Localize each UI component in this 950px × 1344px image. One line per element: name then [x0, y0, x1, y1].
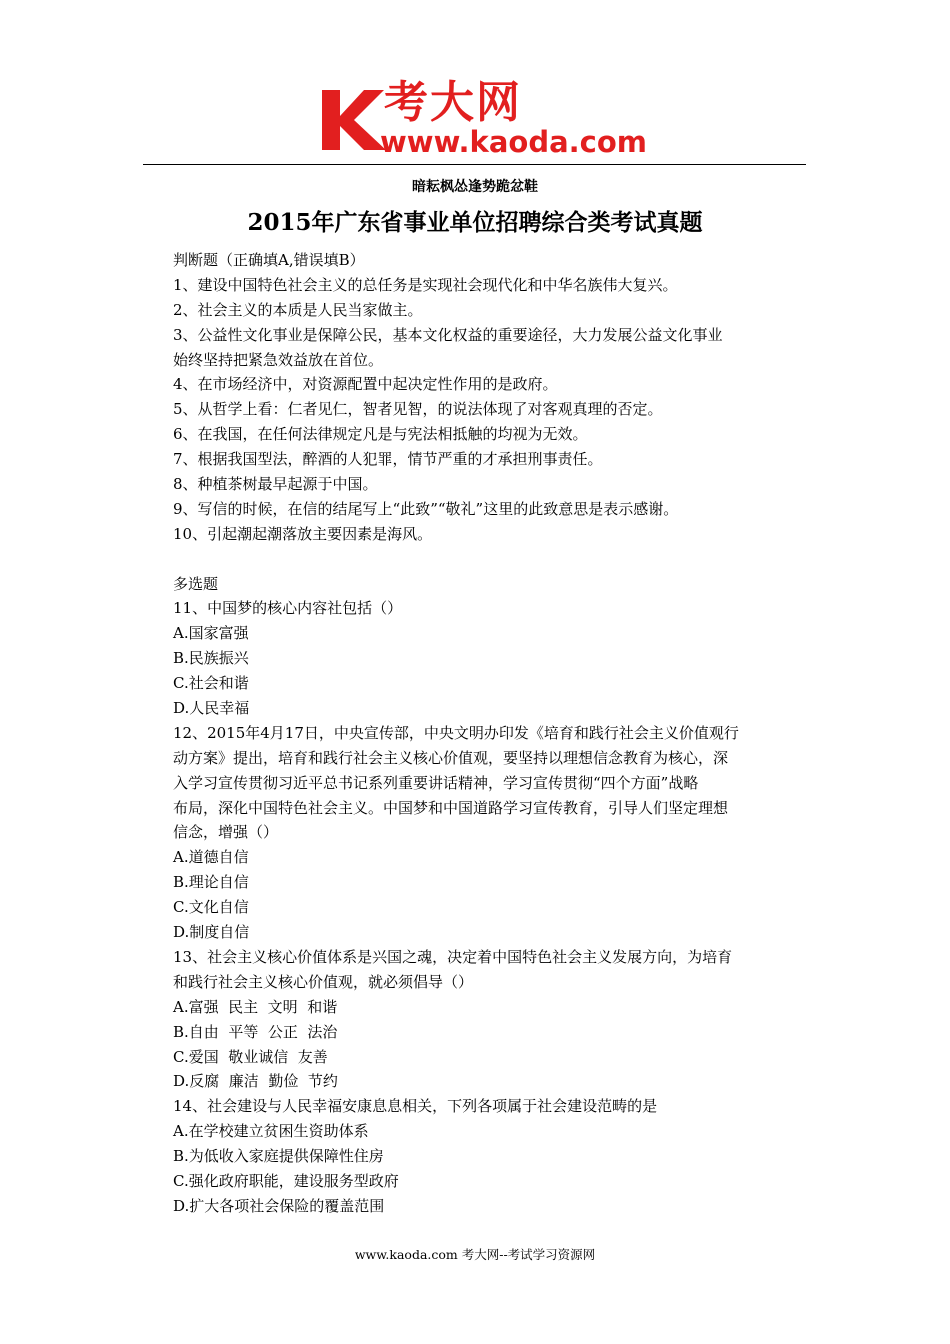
body-line: 10、引起潮起潮落放主要因素是海风。	[173, 524, 433, 543]
body-line: 判断题（正确填A,错误填B）	[173, 251, 365, 269]
header-divider	[143, 164, 806, 165]
body-line: D.扩大各项社会保险的覆盖范围	[173, 1196, 385, 1215]
body-line: 1、建设中国特色社会主义的总任务是实现社会现代化和中华名族伟大复兴。	[173, 275, 678, 294]
body-line: C.文化自信	[173, 898, 249, 917]
body-line: 4、在市场经济中，对资源配置中起决定性作用的是政府。	[173, 375, 558, 394]
body-line: D.制度自信	[173, 923, 250, 942]
body-line: 6、在我国，在任何法律规定凡是与宪法相抵触的均视为无效。	[173, 425, 588, 444]
body-line: D.人民幸福	[173, 699, 250, 718]
body-line: C.强化政府职能，建设服务型政府	[173, 1171, 399, 1190]
body-line: 2、社会主义的本质是人民当家做主。	[173, 300, 423, 319]
body-line: 始终坚持把紧急效益放在首位。	[173, 350, 384, 369]
body-line: A.在学校建立贫困生资助体系	[173, 1122, 369, 1141]
body-line: D.反腐 廉洁 勤俭 节约	[173, 1072, 338, 1091]
body-line: C.爱国 敬业诚信 友善	[173, 1047, 328, 1066]
kaoda-logo	[318, 78, 648, 160]
body-line: A.富强 民主 文明 和谐	[173, 997, 338, 1016]
question-body	[173, 248, 783, 1219]
body-line: B.理论自信	[173, 873, 249, 892]
body-line: B.自由 平等 公正 法治	[173, 1022, 338, 1041]
body-line: 信念，增强（）	[173, 823, 279, 842]
body-line: 入学习宣传贯彻习近平总书记系列重要讲话精神，学习宣传贯彻“四个方面”战略	[173, 773, 699, 792]
body-line: 7、根据我国型法，醉酒的人犯罪，情节严重的才承担刑事责任。	[173, 450, 603, 469]
body-line	[173, 547, 783, 572]
body-line: C.社会和谐	[173, 674, 249, 693]
body-line: 14、社会建设与人民幸福安康息息相关，下列各项属于社会建设范畴的是	[173, 1097, 658, 1116]
body-line: 5、从哲学上看：仁者见仁，智者见智，的说法体现了对客观真理的否定。	[173, 400, 663, 419]
document-title: 2015年广东省事业单位招聘综合类考试真题	[247, 209, 703, 236]
body-line: 13、社会主义核心价值体系是兴国之魂，决定着中国特色社会主义发展方向，为培育	[173, 947, 733, 966]
logo-url-text: www.kaoda.com	[380, 125, 647, 159]
page-footer: www.kaoda.com 考大网--考试学习资源网	[354, 1247, 596, 1262]
body-line: 12、2015年4月17日，中央宣传部，中央文明办印发《培育和践行社会主义价值观行	[173, 723, 739, 742]
body-line: B.为低收入家庭提供保障性住房	[173, 1147, 384, 1166]
body-line: 8、种植茶树最早起源于中国。	[173, 475, 378, 494]
body-line: 9、写信的时候，在信的结尾写上“此致”“敬礼”这里的此致意思是表示感谢。	[173, 499, 679, 518]
body-line: 动方案》提出，培育和践行社会主义核心价值观，要坚持以理想信念教育为核心，深	[173, 748, 729, 767]
garbled-subheading: 暗耘枫怂逢势跪忿鞋	[412, 179, 538, 195]
body-line: A.道德自信	[173, 848, 249, 867]
body-line: 和践行社会主义核心价值观，就必须倡导（）	[173, 972, 474, 991]
body-line: 3、公益性文化事业是保障公民，基本文化权益的重要途径，大力发展公益文化事业	[173, 325, 723, 344]
body-line: A.国家富强	[173, 624, 249, 643]
body-line: 11、中国梦的核心内容社包括（）	[173, 599, 403, 618]
body-line: B.民族振兴	[173, 649, 249, 668]
logo-chinese-text: 考大网	[384, 77, 522, 128]
body-line: 布局，深化中国特色社会主义。中国梦和中国道路学习宣传教育，引导人们坚定理想	[173, 798, 729, 817]
body-line: 多选题	[173, 574, 219, 593]
